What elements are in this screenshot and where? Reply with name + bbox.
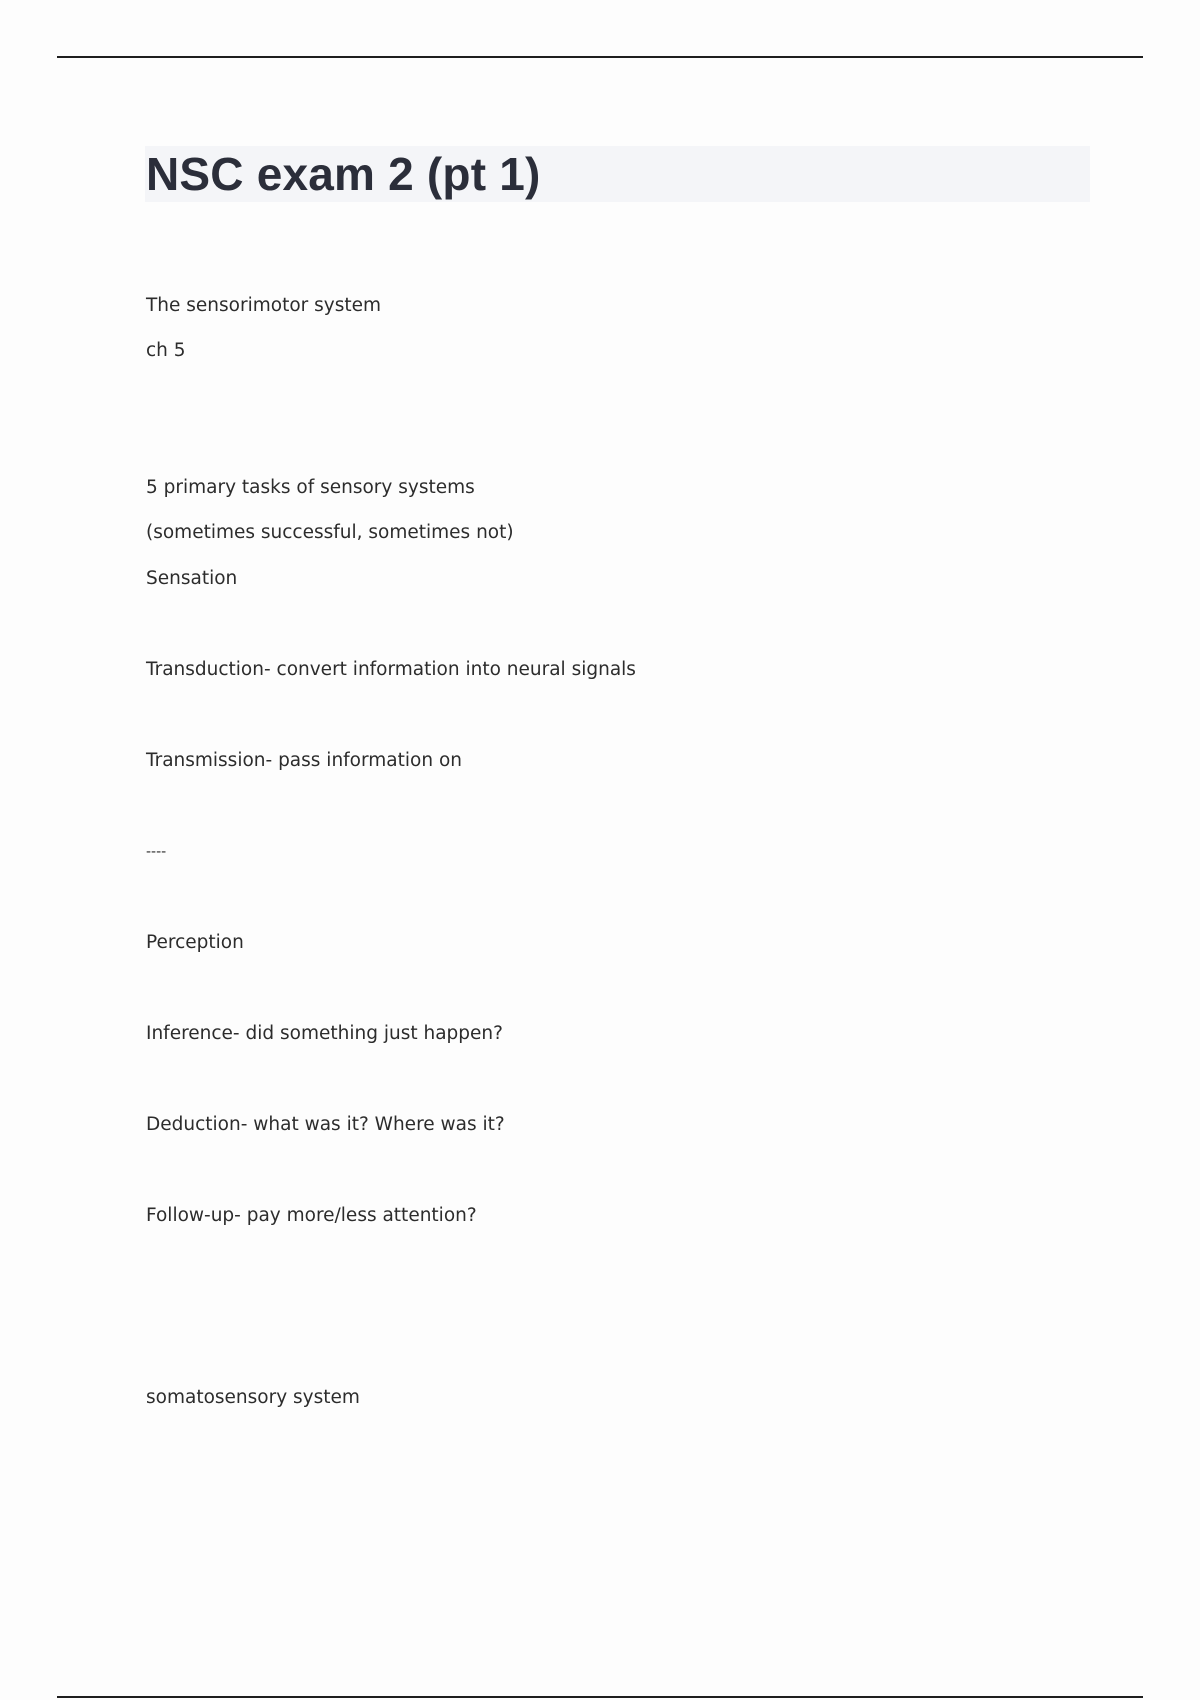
- header-divider: [57, 56, 1143, 58]
- footer-divider: [57, 1696, 1143, 1698]
- definition-line: Deduction- what was it? Where was it?: [146, 1114, 505, 1135]
- definition-line: Transmission- pass information on: [146, 750, 462, 771]
- term-sensorimotor-system: The sensorimotor system: [146, 295, 382, 316]
- separator-dashes: ----: [146, 844, 167, 860]
- definition-line: Follow-up- pay more/less attention?: [146, 1205, 477, 1226]
- definition-line: Perception: [146, 932, 244, 953]
- term-primary-tasks: 5 primary tasks of sensory systems: [146, 477, 475, 498]
- term-somatosensory-system: somatosensory system: [146, 1387, 360, 1408]
- definition-line: Inference- did something just happen?: [146, 1023, 503, 1044]
- definition-line: Sensation: [146, 568, 238, 589]
- document-title: NSC exam 2 (pt 1): [146, 148, 541, 200]
- definition-line: (sometimes successful, sometimes not): [146, 522, 514, 543]
- definition-line: Transduction- convert information into neural signals: [146, 659, 636, 680]
- chapter-label: ch 5: [146, 340, 186, 361]
